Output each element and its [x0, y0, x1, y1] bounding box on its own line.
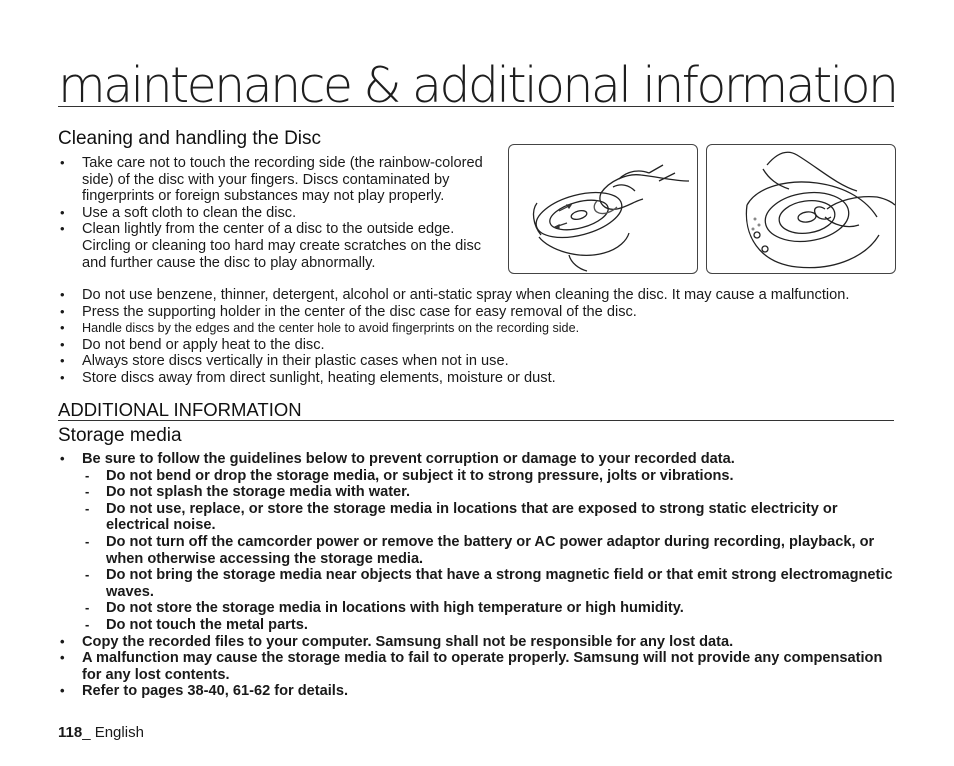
list-item-text: Be sure to follow the guidelines below to prevent corruption or damage to your recorded data. — [82, 451, 735, 467]
section-heading-cleaning: Cleaning and handling the Disc — [58, 128, 322, 149]
page-title: maintenance & additional information — [58, 57, 897, 114]
list-item: • Handle discs by the edges and the center hole to avoid fingerprints on the recording side. — [58, 320, 898, 337]
cleaning-list-bottom — [58, 287, 898, 387]
dash-item: - Do not bring the storage media near objects that have a strong magnetic field or that emit strong electromagnetic waves. — [82, 567, 894, 600]
list-item: • Press the supporting holder in the center of the disc case for easy removal of the disc. — [58, 304, 898, 321]
list-item: • Do not bend or apply heat to the disc. — [58, 337, 898, 354]
section-heading-additional: ADDITIONAL INFORMATION — [58, 399, 894, 421]
dash-item: - Do not store the storage media in locations with high temperature or high humidity. — [82, 600, 894, 617]
dash-item: - Do not splash the storage media with water. — [82, 484, 894, 501]
list-item: • Copy the recorded files to your computer. Samsung shall not be responsible for any lost data. — [58, 634, 894, 651]
dash-item: - Do not touch the metal parts. — [82, 617, 894, 634]
dash-item: - Do not turn off the camcorder power or remove the battery or AC power adaptor during recording, playback, or when otherwise accessing the storage media. — [82, 534, 894, 567]
page-number: 118 — [58, 724, 83, 741]
dash-list — [82, 468, 894, 634]
list-item: • Always store discs vertically in their plastic cases when not in use. — [58, 353, 898, 370]
cleaning-list-top — [58, 155, 488, 271]
list-item: • Store discs away from direct sunlight, heating elements, moisture or dust. — [58, 370, 898, 387]
disc-cleaning-illustration — [508, 144, 698, 274]
list-item: • Clean lightly from the center of a disc to the outside edge. Circling or cleaning too hard may create scratches on the disc and further cause the disc to play abnormally. — [58, 221, 488, 271]
dash-item: - Do not bend or drop the storage media, or subject it to strong pressure, jolts or vibrations. — [82, 468, 894, 485]
page-footer — [58, 724, 144, 741]
subheading-storage-media: Storage media — [58, 425, 182, 446]
list-item: • Refer to pages 38-40, 61-62 for details. — [58, 683, 894, 700]
list-item: • Do not use benzene, thinner, detergent, alcohol or anti-static spray when cleaning the disc. It may cause a malfunction. — [58, 287, 898, 304]
list-item — [58, 451, 894, 634]
disc-removal-illustration — [706, 144, 896, 274]
list-item: • A malfunction may cause the storage media to fail to operate properly. Samsung will not provide any compensation for any lost contents. — [58, 650, 894, 683]
storage-list — [58, 451, 894, 700]
list-item: • Use a soft cloth to clean the disc. — [58, 205, 488, 222]
list-item: • Take care not to touch the recording side (the rainbow-colored side) of the disc with your fingers. Discs contaminated by fingerprints or foreign substances may not play properly. — [58, 155, 488, 205]
footer-language: _ English — [82, 724, 144, 741]
dash-item: - Do not use, replace, or store the storage media in locations that are exposed to strong static electricity or electrical noise. — [82, 501, 894, 534]
